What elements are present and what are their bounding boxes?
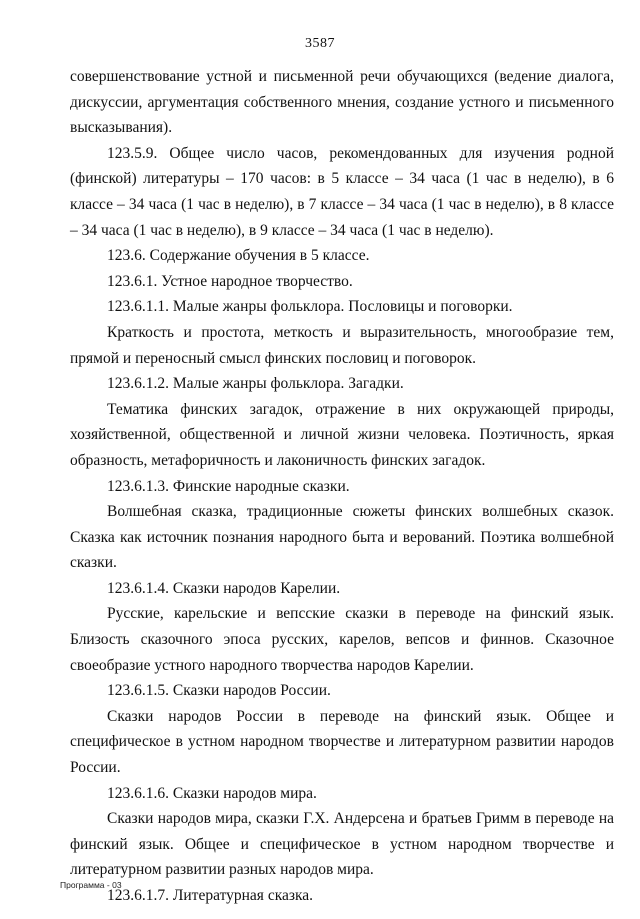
- paragraph-4: 123.6.1. Устное народное творчество.: [107, 272, 353, 290]
- paragraph-2: 123.5.9. Общее число часов, рекомендованных для изучения родной (финской) литературы – 170 часов: в 5 классе – 34 часа (1 час в неделю), в 6 классе – 34 часа (1 час в неделю), в 7 классе – 34 часа (1 час в неделю), в 8 классе – 34 часа (1 час в неделю), в 9 классе – 34 часа (1 час в неделю).: [70, 144, 614, 239]
- paragraph-15: 123.6.1.6. Сказки народов мира.: [107, 784, 317, 802]
- footer-label: Программа - 03: [60, 880, 122, 890]
- paragraph-13: 123.6.1.5. Сказки народов России.: [107, 682, 331, 700]
- paragraph-8: Тематика финских загадок, отражение в них окружающей природы, хозяйственной, общественной и личной жизни человека. Поэтичность, яркая образность, метафоричность и лаконичность финских загадок.: [70, 400, 614, 469]
- paragraph-11: 123.6.1.4. Сказки народов Карелии.: [107, 579, 341, 597]
- paragraph-5: 123.6.1.1. Малые жанры фольклора. Пословицы и поговорки.: [107, 298, 513, 316]
- paragraph-3: 123.6. Содержание обучения в 5 классе.: [107, 247, 370, 265]
- paragraph-16: Сказки народов мира, сказки Г.Х. Андерсена и братьев Гримм в переводе на финский язык. Общее и специфическое в устном народном творчестве и литературном развитии разных народов мира.: [70, 810, 614, 879]
- paragraph-1: совершенствование устной и письменной речи обучающихся (ведение диалога, дискуссии, аргументация собственного мнения, создание устного и письменного высказывания).: [70, 68, 614, 137]
- paragraph-12: Русские, карельские и вепсские сказки в переводе на финский язык. Близость сказочного эпоса русских, карелов, вепсов и финнов. Сказочное своеобразие устного народного творчества народов Карелии.: [70, 605, 614, 674]
- paragraph-6: Краткость и простота, меткость и выразительность, многообразие тем, прямой и переносный смысл финских пословиц и поговорок.: [70, 323, 614, 367]
- document-body: [70, 64, 614, 909]
- paragraph-14: Сказки народов России в переводе на финский язык. Общее и специфическое в устном народном творчестве и литературном развитии народов России.: [70, 707, 614, 777]
- paragraph-10: Волшебная сказка, традиционные сюжеты финских волшебных сказок. Сказка как источник познания народного быта и верований. Поэтика волшебной сказки.: [70, 503, 614, 572]
- paragraph-17: 123.6.1.7. Литературная сказка.: [107, 887, 314, 904]
- paragraph-9: 123.6.1.3. Финские народные сказки.: [107, 477, 350, 495]
- page-number: 3587: [305, 36, 335, 51]
- paragraph-7: 123.6.1.2. Малые жанры фольклора. Загадки.: [107, 375, 404, 393]
